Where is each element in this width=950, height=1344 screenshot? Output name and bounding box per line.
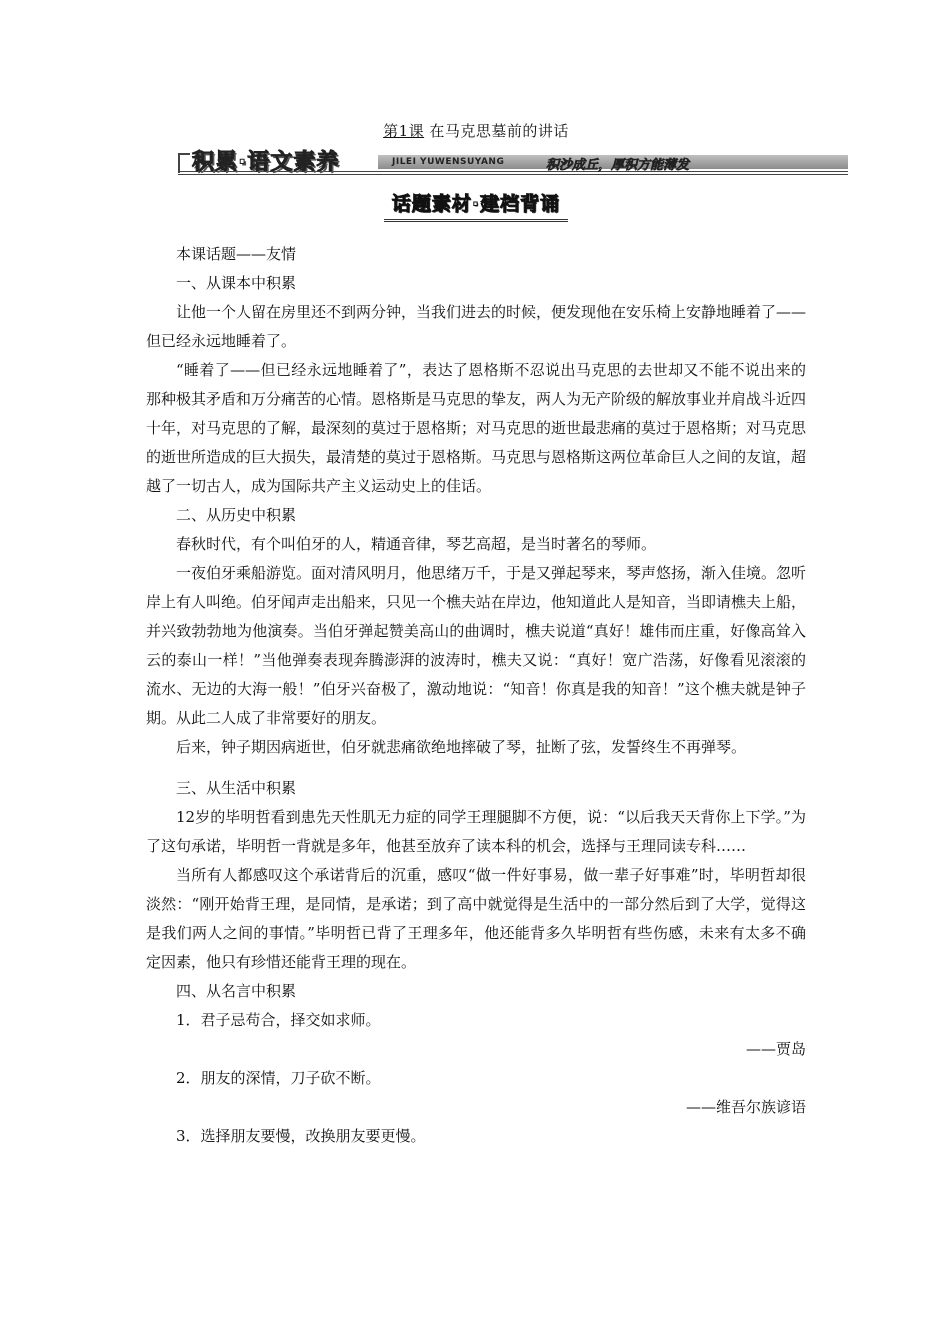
banner-title: 积累·语文素养	[192, 150, 340, 175]
paragraph: 让他一个人留在房里还不到两分钟，当我们进去的时候，便发现他在安乐椅上安静地睡着了——但已经永远地睡着了。	[146, 303, 807, 350]
banner-corner-decoration	[178, 153, 190, 173]
quote-3: 3．选择朋友要慢，改换朋友要更慢。	[176, 1127, 426, 1145]
quote-1-attribution: ——贾岛	[745, 1040, 806, 1058]
section-heading	[146, 189, 806, 222]
quote-2: 2．朋友的深情，刀子砍不断。	[176, 1069, 381, 1087]
heading-quotes: 四、从名言中积累	[176, 982, 297, 1000]
document-body	[146, 240, 806, 1151]
banner-motto: 积沙成丘，厚积方能薄发	[546, 158, 690, 173]
banner-pinyin: JILEI YUWENSUYANG	[392, 157, 505, 167]
section-heading-text: 话题素材·建档背诵	[384, 189, 568, 222]
lesson-number: 第1课	[383, 122, 425, 140]
document-page	[146, 120, 806, 1151]
paragraph: 12岁的毕明哲看到患先天性肌无力症的同学王理腿脚不方便，说：“以后我天天背你上下学。”为了这句承诺，毕明哲一背就是多年，他甚至放弃了读本科的机会，选择与王理同读专科……	[146, 808, 806, 855]
heading-life: 三、从生活中积累	[176, 779, 297, 797]
paragraph: 后来，钟子期因病逝世，伯牙就悲痛欲绝地摔破了琴，扯断了弦，发誓终生不再弹琴。	[176, 738, 747, 756]
heading-textbook: 一、从课本中积累	[176, 274, 297, 292]
paragraph: “睡着了——但已经永远地睡着了”，表达了恩格斯不忍说出马克思的去世却又不能不说出来的那种极其矛盾和万分痛苦的心情。恩格斯是马克思的挚友，两人为无产阶级的解放事业并肩战斗近四十年，对马克思的了解，最深刻的莫过于恩格斯；对马克思的逝世最悲痛的莫过于恩格斯；对马克思的逝世所造成的巨大损失，最清楚的莫过于恩格斯。马克思与恩格斯这两位革命巨人之间的友谊，超越了一切古人，成为国际共产主义运动史上的佳话。	[146, 361, 807, 495]
quote-2-attribution: ——维吾尔族谚语	[685, 1098, 806, 1116]
lesson-name: 在马克思墓前的讲话	[429, 122, 569, 140]
paragraph: 当所有人都感叹这个承诺背后的沉重，感叹“做一件好事易，做一辈子好事难”时，毕明哲却很淡然：“刚开始背王理，是同情，是承诺；到了高中就觉得是生活中的一部分然后到了大学，觉得这是我们两人之间的事情。”毕明哲已背了王理多年，他还能背多久毕明哲有些伤感，未来有太多不确定因素，他只有珍惜还能背王理的现在。	[146, 866, 806, 971]
section-banner	[178, 147, 848, 175]
topic-line: 本课话题——友情	[176, 245, 297, 263]
paragraph: 春秋时代，有个叫伯牙的人，精通音律，琴艺高超，是当时著名的琴师。	[176, 535, 657, 553]
paragraph: 一夜伯牙乘船游览。面对清风明月，他思绪万千，于是又弹起琴来，琴声悠扬，渐入佳境。忽听岸上有人叫绝。伯牙闻声走出船来，只见一个樵夫站在岸边，他知道此人是知音，当即请樵夫上船，并兴致勃勃地为他演奏。当伯牙弹起赞美高山的曲调时，樵夫说道“真好！雄伟而庄重，好像高耸入云的泰山一样！”当他弹奏表现奔腾澎湃的波涛时，樵夫又说：“真好！宽广浩荡，好像看见滚滚的流水、无边的大海一般！”伯牙兴奋极了，激动地说：“知音！你真是我的知音！”这个樵夫就是钟子期。从此二人成了非常要好的朋友。	[146, 564, 807, 727]
heading-history: 二、从历史中积累	[176, 506, 297, 524]
quote-1: 1．君子忌苟合，择交如求师。	[176, 1011, 381, 1029]
lesson-title	[146, 120, 806, 141]
